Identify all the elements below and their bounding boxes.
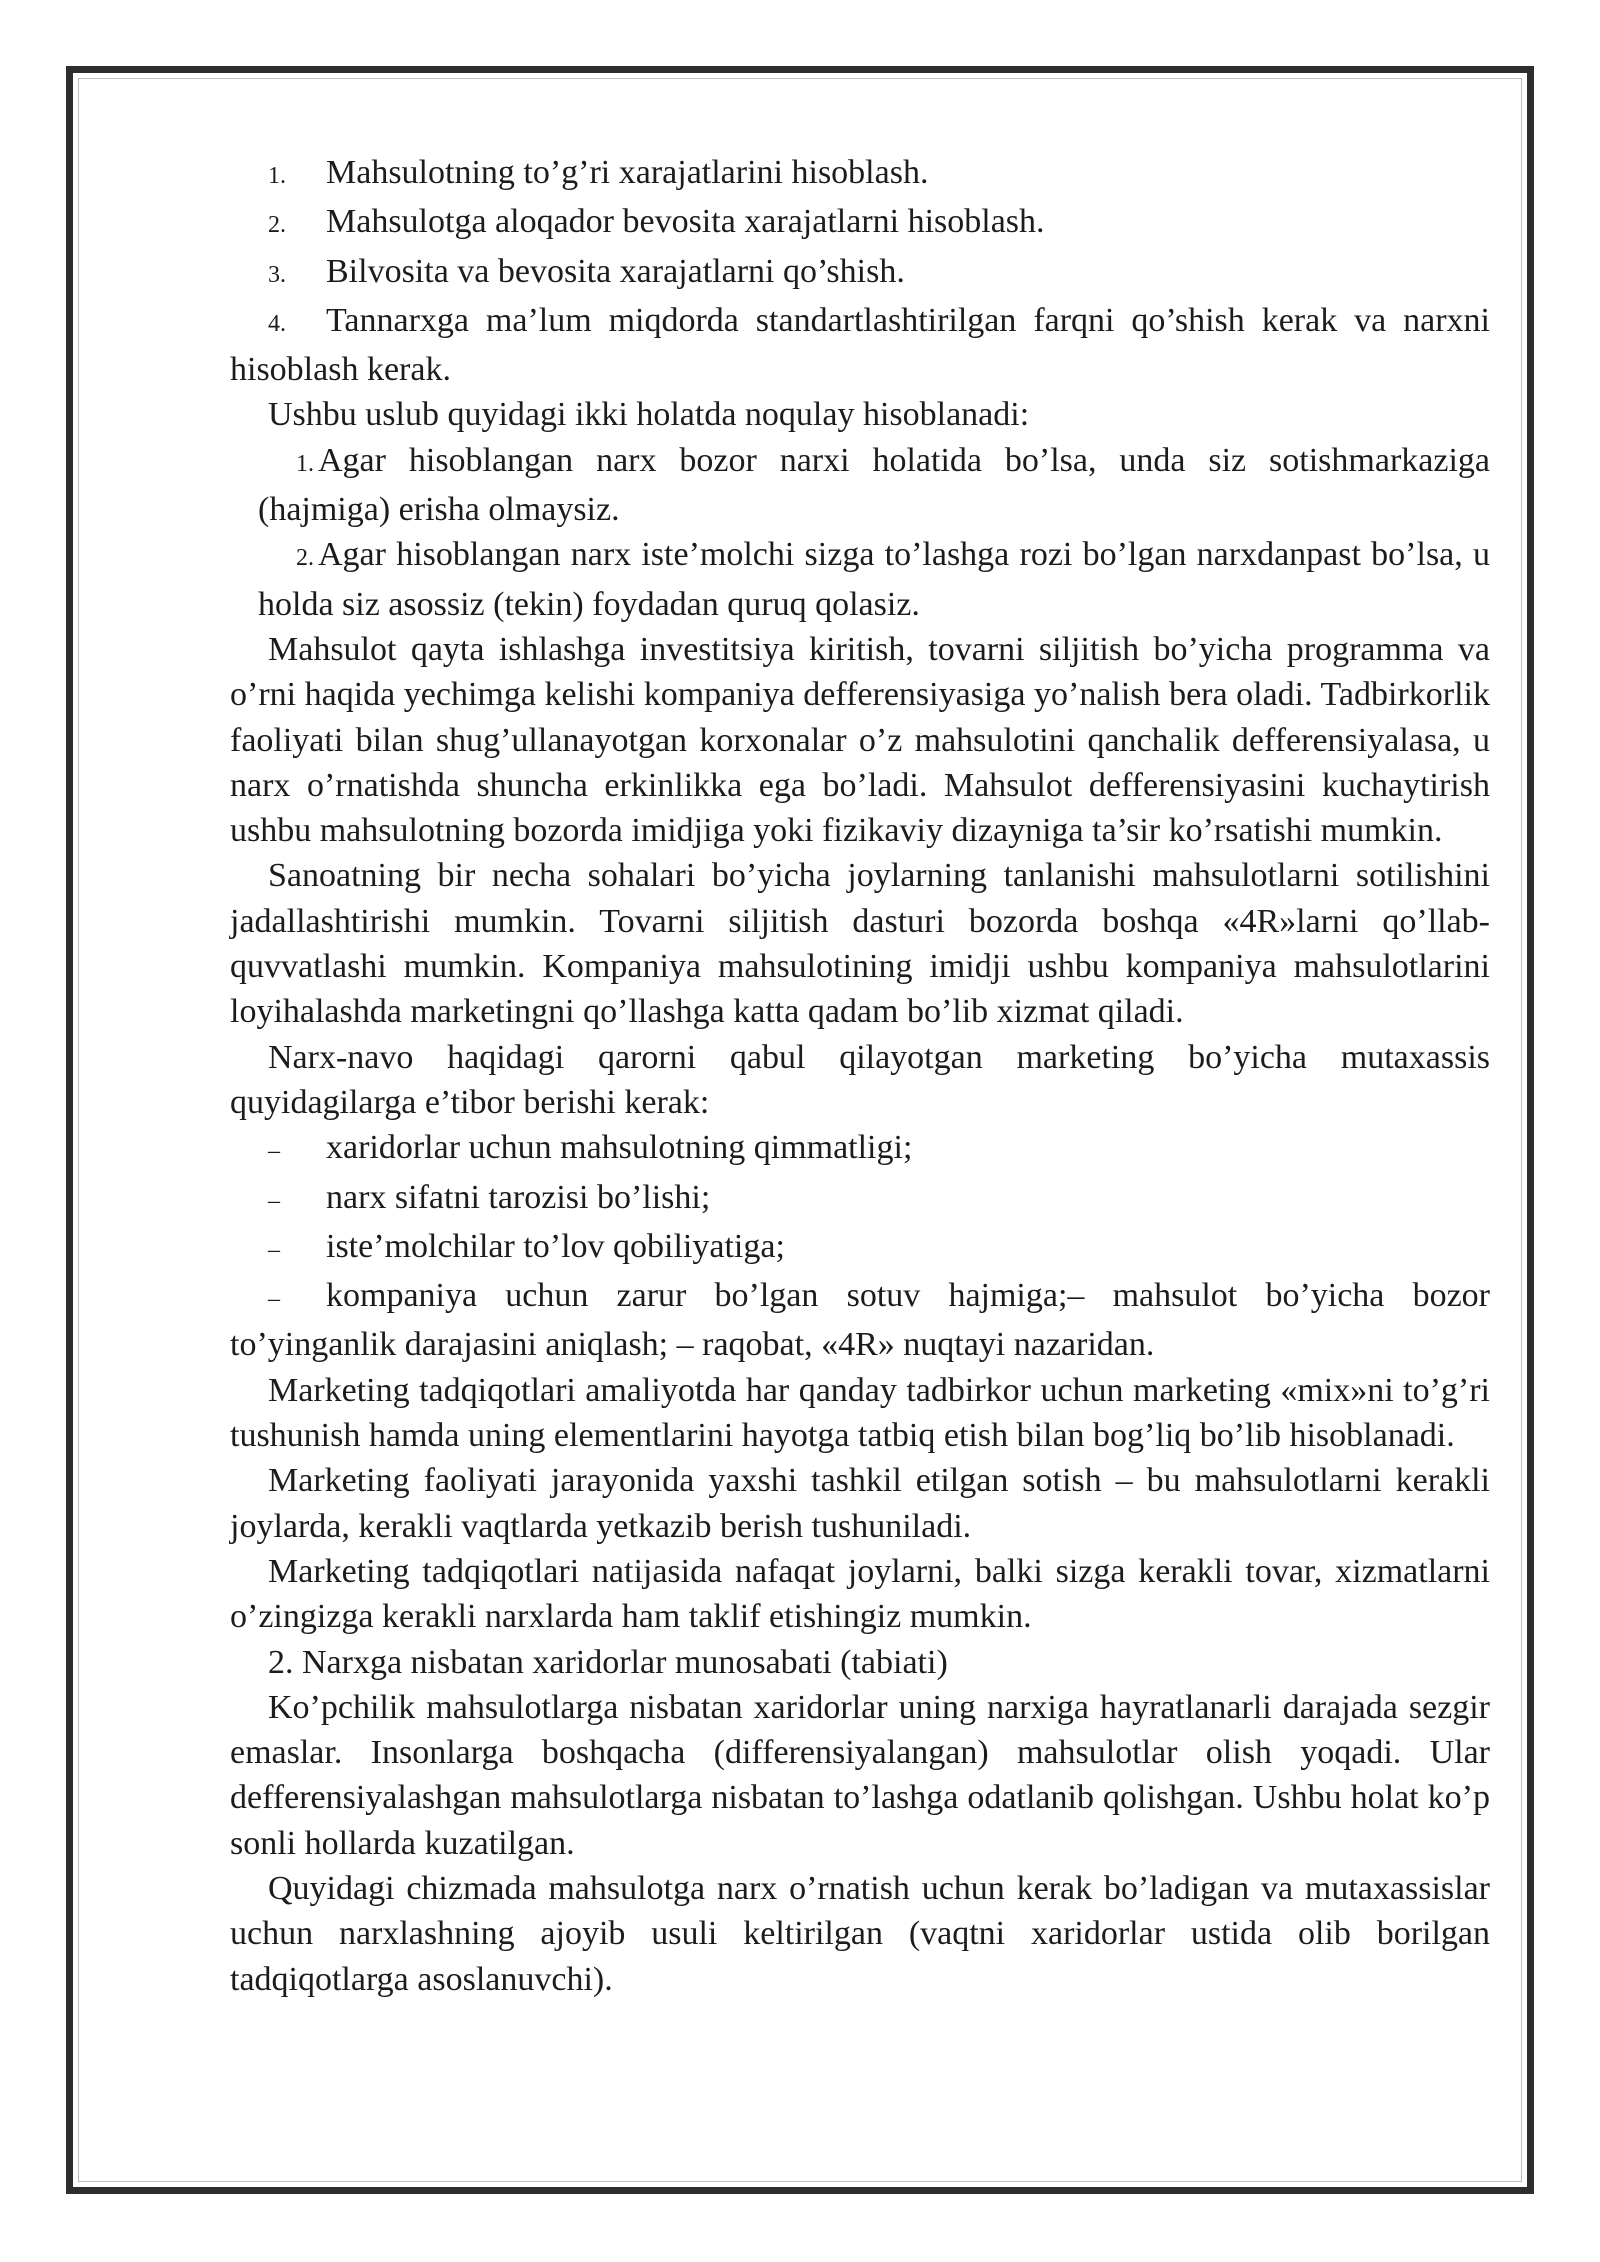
step-item xyxy=(230,150,1490,199)
dash-bullet: – xyxy=(268,1138,280,1165)
dash-bullet: – xyxy=(268,1286,280,1313)
dash-bullet: – xyxy=(268,1187,280,1214)
step-text: Bilvosita va bevosita xarajatlarni qo’shish. xyxy=(326,252,905,290)
step-number: 1. xyxy=(268,163,286,189)
document-body xyxy=(230,150,1490,2002)
step-text: Mahsulotning to’g’ri xarajatlarini hisoblash. xyxy=(326,154,929,191)
paragraph: Marketing tadqiqotlari amaliyotda har qanday tadbirkor uchun marketing «mix»ni to’g’ri tushunish hamda uning elementlarini hayotga tatbiq etish bilan bog’liq bo’lib hisoblanadi. xyxy=(230,1371,1490,1455)
inconvenience-intro: Ushbu uslub quyidagi ikki holatda noqulay hisoblanadi: xyxy=(268,396,1030,434)
dash-list-item xyxy=(230,1273,1490,1368)
step-number: 4. xyxy=(268,310,286,337)
step-item xyxy=(230,199,1490,248)
inconvenience-text: Agar hisoblangan narx bozor narxi holatida bo’lsa, unda siz sotishmarkaziga (hajmiga) erisha olmaysiz. xyxy=(258,441,1490,529)
inconvenience-number: 1. xyxy=(296,450,314,477)
paragraph: Marketing faoliyati jarayonida yaxshi tashkil etilgan sotish – bu mahsulotlarni kerakli joylarda, kerakli vaqtlarda yetkazib berish tushuniladi. xyxy=(230,1462,1490,1545)
inconvenience-text: Agar hisoblangan narx iste’molchi sizga to’lashga rozi bo’lgan narxdanpast bo’lsa, u holda siz asossiz (tekin) foydadan quruq qolasiz. xyxy=(258,536,1490,623)
step-text: Tannarxga ma’lum miqdorda standartlashtirilgan farqni qo’shish kerak va narxni hisoblash kerak. xyxy=(230,301,1490,389)
dash-item-text: narx sifatni tarozisi bo’lishi; xyxy=(326,1178,711,1216)
section-heading: 2. Narxga nisbatan xaridorlar munosabati (tabiati) xyxy=(268,1643,948,1681)
paragraph: Marketing tadqiqotlari natijasida nafaqat joylarni, balki sizga kerakli tovar, xizmatlarni o’zingizga kerakli narxlarda ham taklif etishingiz mumkin. xyxy=(230,1552,1490,1636)
step-item xyxy=(230,249,1490,298)
dash-list-item xyxy=(230,1224,1490,1273)
step-number: 2. xyxy=(268,212,286,239)
paragraph: Mahsulot qayta ishlashga investitsiya kiritish, tovarni siljitish bo’yicha programma va o’rni haqida yechimga kelishi kompaniya defferensiyasiga yo’nalish bera oladi. Tadbirkorlik faoliyati bilan shug’ullanayotgan korxonalar o’z mahsulotini qanchalik defferensiyalasa, u narx o’rnatishda shuncha erkinlikka ega bo’ladi. Mahsulot defferensiyasini kuchaytirish ushbu mahsulotning bozorda imidjiga yoki fizikaviy dizayniga ta’sir ko’rsatishi mumkin. xyxy=(230,630,1490,850)
dash-item-text: kompaniya uchun zarur bo’lgan sotuv hajmiga;– mahsulot bo’yicha bozor to’yinganlik darajasini aniqlash; – raqobat, «4R» nuqtayi nazaridan. xyxy=(230,1277,1490,1364)
dash-item-text: iste’molchilar to’lov qobiliyatiga; xyxy=(326,1227,785,1265)
step-number: 3. xyxy=(268,261,286,288)
step-text: Mahsulotga aloqador bevosita xarajatlarni hisoblash. xyxy=(326,203,1045,241)
inconvenience-item xyxy=(230,532,1490,627)
dash-list-item xyxy=(230,1125,1490,1174)
dash-bullet: – xyxy=(268,1236,280,1263)
dash-item-text: xaridorlar uchun mahsulotning qimmatligi; xyxy=(326,1129,913,1167)
inconvenience-number: 2. xyxy=(296,545,314,572)
paragraph: Ko’pchilik mahsulotlarga nisbatan xaridorlar uning narxiga hayratlanarli darajada sezgir emaslar. Insonlarga boshqacha (differensiyalangan) mahsulotlar olish yoqadi. Ular defferensiyalashgan mahsulotlarga nisbatan to’lashga odatlanib qolishgan. Ushbu holat ko’p sonli hollarda kuzatilgan. xyxy=(230,1688,1490,1862)
paragraph: Narx-navo haqidagi qarorni qabul qilayotgan marketing bo’yicha mutaxassis quyidagilarga e’tibor berishi kerak: xyxy=(230,1038,1490,1121)
inconvenience-item xyxy=(230,438,1490,533)
dash-list-item xyxy=(230,1175,1490,1224)
paragraph: Sanoatning bir necha sohalari bo’yicha joylarning tanlanishi mahsulotlarni sotilishini jadallashtirishi mumkin. Tovarni siljitish dasturi bozorda boshqa «4R»larni qo’llab-quvvatlashi mumkin. Kompaniya mahsulotining imidji ushbu kompaniya mahsulotlarini loyihalashda marketingni qo’llashga katta qadam bo’lib xizmat qiladi. xyxy=(230,857,1490,1031)
paragraph: Quyidagi chizmada mahsulotga narx o’rnatish uchun kerak bo’ladigan va mutaxassislar uchun narxlashning ajoyib usuli keltirilgan (vaqtni xaridorlar ustida olib borilgan tadqiqotlarga asoslanuvchi). xyxy=(230,1869,1490,1998)
step-item xyxy=(230,298,1490,393)
